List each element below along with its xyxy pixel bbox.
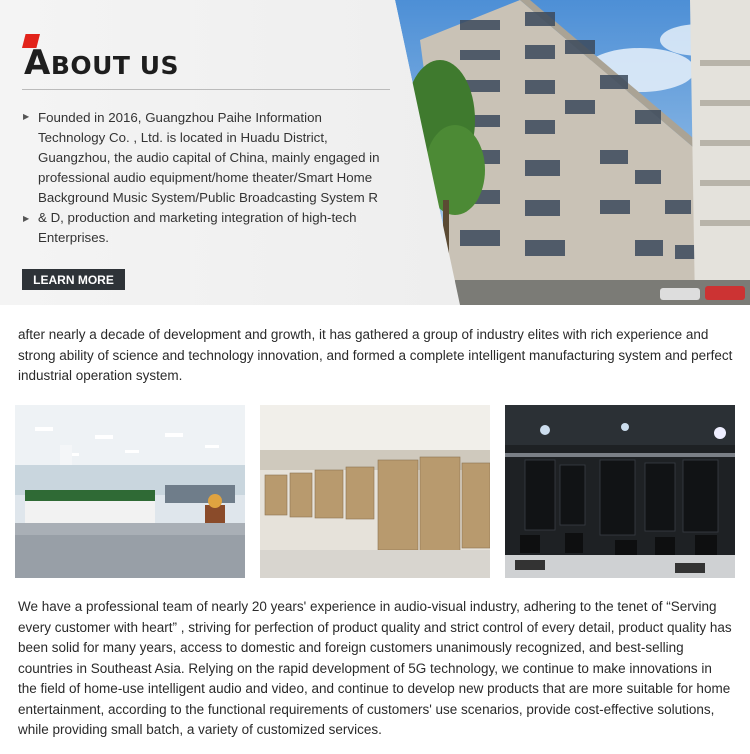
about-hero — [0, 0, 750, 305]
warehouse-photo — [260, 405, 490, 578]
office-photo — [15, 405, 245, 578]
growth-paragraph: after nearly a decade of development and growth, it has gathered a group of industry elites with rich experience and strong ability of science and technology innovation, and formed a complete intelligent manufacturing system and perfect industrial operation system. — [18, 327, 733, 383]
title-first-letter: A — [24, 43, 51, 83]
title-divider — [22, 89, 390, 90]
title-rest: BOUT US — [50, 51, 179, 80]
team-paragraph: We have a professional team of nearly 20 years' experience in audio-visual industry, adhering to the tenet of “Serving every customer with heart” , striving for perfection of product quality and strict control of every detail, product quality has been solid for many years, access to domestic and foreign customers unanimously recognized, and best-selling countries in Southeast Asia. Relying on the rapid development of 5G technology, we continue to make innovations in the field of home-use intelligent audio and video, and continue to develop new products that are more suitable for home entertainment, according to the functional requirements of customers' use scenarios, provide cost-effective solutions, while providing small batch, a variety of customized services. — [18, 599, 732, 737]
learn-more-button[interactable]: LEARN MORE — [22, 269, 125, 290]
triangle-bullet-icon: ▶ — [23, 214, 30, 223]
about-description: Founded in 2016, Guangzhou Paihe Information Technology Co. , Ltd. is located in Huadu District, Guangzhou, the audio capital of China, mainly engaged in professional audio equipment/home theater/Smart Home Background Music System/Public Broadcasting System R & D, production and marketing integration of high-tech Enterprises. — [38, 110, 380, 245]
triangle-bullet-icon: ▶ — [23, 112, 30, 121]
showroom-photo — [505, 405, 735, 578]
